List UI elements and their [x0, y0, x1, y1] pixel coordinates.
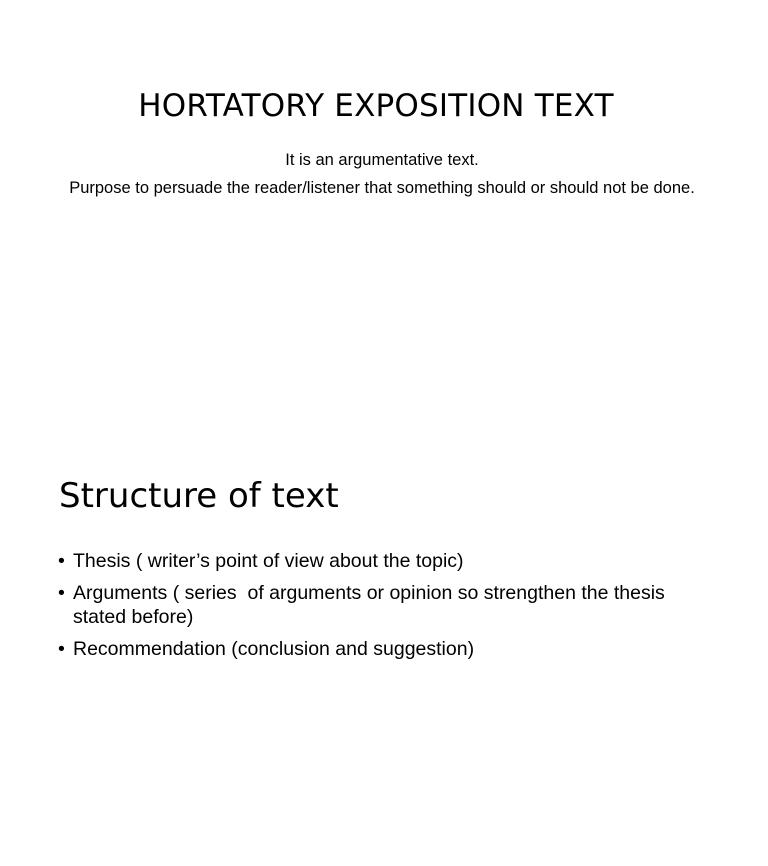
- list-item-recommendation: [58, 637, 718, 661]
- purpose-text: Purpose to persuade the reader/listener that something should or should not be done.: [69, 179, 695, 197]
- section-title: Structure of text: [59, 476, 339, 516]
- list-item-text: Thesis ( writer’s point of view about the topic): [73, 550, 464, 572]
- definition-text: It is an argumentative text.: [285, 151, 479, 169]
- list-item-thesis: [58, 549, 718, 573]
- bullet-icon: •: [58, 582, 65, 604]
- list-item-text: Recommendation (conclusion and suggestion): [73, 638, 475, 660]
- list-item-text: Arguments ( series of arguments or opinion so strengthen the thesis stated before): [73, 582, 671, 628]
- structure-list: [58, 549, 718, 669]
- slide-title: HORTATORY EXPOSITION TEXT: [138, 88, 614, 124]
- bullet-icon: •: [58, 550, 65, 572]
- list-item-arguments: [58, 581, 718, 629]
- bullet-icon: •: [58, 638, 65, 660]
